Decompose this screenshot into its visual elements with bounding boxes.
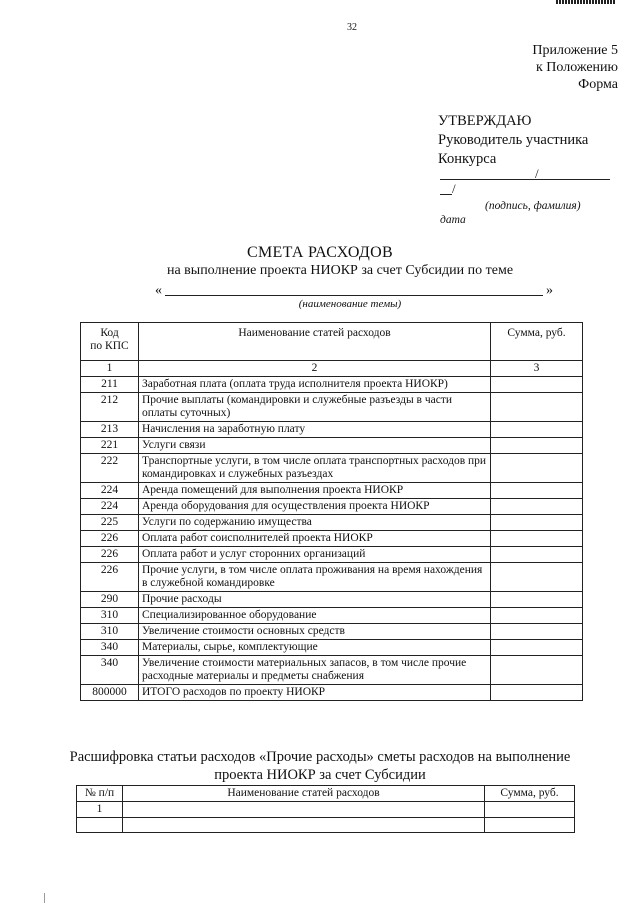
annex-line: Форма (578, 77, 618, 92)
slash: / (452, 181, 456, 196)
row-sum-cell[interactable] (491, 656, 583, 685)
row-name-cell[interactable] (123, 802, 485, 818)
header-sum: Сумма, руб. (485, 786, 575, 802)
table-row (81, 377, 583, 393)
row-name: Прочие выплаты (командировки и служебные разъезды в части оплаты суточных) (139, 393, 491, 422)
table-row (81, 608, 583, 624)
header-code-text: Код по КПС (90, 327, 129, 352)
row-name: ИТОГО расходов по проекту НИОКР (139, 685, 491, 701)
row-sum-cell[interactable] (491, 377, 583, 393)
row-name: Прочие расходы (139, 592, 491, 608)
breakdown-table (76, 785, 575, 833)
row-code: 224 (81, 499, 139, 515)
date-line[interactable] (440, 183, 460, 197)
table-row (81, 515, 583, 531)
header-code (81, 323, 139, 361)
row-code: 226 (81, 531, 139, 547)
approval-block (438, 112, 588, 169)
topic-caption: (наименование темы) (298, 298, 402, 310)
row-name: Увеличение стоимости основных средств (139, 624, 491, 640)
estimate-subtitle: на выполнение проекта НИОКР за счет Субсидии по теме (166, 263, 514, 278)
table-header-row (81, 323, 583, 361)
table-row (81, 640, 583, 656)
row-name: Аренда помещений для выполнения проекта НИОКР (139, 483, 491, 499)
row-code: 800000 (81, 685, 139, 701)
table-row (81, 454, 583, 483)
table-row (81, 531, 583, 547)
scan-artifact (556, 0, 616, 4)
row-sum-cell[interactable] (491, 393, 583, 422)
row-name: Заработная плата (оплата труда исполнителя проекта НИОКР) (139, 377, 491, 393)
row-name: Увеличение стоимости материальных запасов, в том числе прочие расходные материалы и предметы снабжения (139, 656, 491, 685)
table-row (81, 438, 583, 454)
row-code: 310 (81, 624, 139, 640)
approval-role: Руководитель участника (438, 132, 589, 148)
row-sum-cell[interactable] (491, 531, 583, 547)
table-header-row (77, 786, 575, 802)
table-row (81, 393, 583, 422)
table-row (81, 656, 583, 685)
row-sum-cell[interactable] (491, 563, 583, 592)
table-row (81, 499, 583, 515)
table-row (81, 685, 583, 701)
row-sum-cell[interactable] (491, 515, 583, 531)
row-sum-cell[interactable] (491, 547, 583, 563)
estimate-title: СМЕТА РАСХОДОВ (247, 244, 393, 261)
row-name: Оплата работ и услуг сторонних организаций (139, 547, 491, 563)
annex-line: к Положению (535, 60, 618, 75)
row-code: 340 (81, 656, 139, 685)
quote-open: « (155, 283, 162, 298)
row-code: 225 (81, 515, 139, 531)
date-caption: дата (440, 214, 466, 226)
header-sum: Сумма, руб. (491, 323, 583, 361)
breakdown-title-line: проекта НИОКР за счет Субсидии (214, 767, 426, 783)
row-code: 226 (81, 547, 139, 563)
row-code: 226 (81, 563, 139, 592)
breakdown-title-line: Расшифровка статьи расходов «Прочие расходы» сметы расходов на выполнение (69, 749, 571, 765)
row-sum-cell[interactable] (491, 592, 583, 608)
row-code: 310 (81, 608, 139, 624)
page-number: 32 (347, 22, 357, 33)
slash: / (535, 166, 539, 181)
annex-block (532, 42, 618, 93)
row-code: 340 (81, 640, 139, 656)
signature-line[interactable] (440, 168, 610, 182)
column-number: 1 (81, 361, 139, 377)
row-code: 290 (81, 592, 139, 608)
header-name: Наименование статей расходов (139, 323, 491, 361)
table-row (81, 483, 583, 499)
row-name: Материалы, сырье, комплектующие (139, 640, 491, 656)
row-sum-cell[interactable] (491, 685, 583, 701)
row-sum-cell[interactable] (491, 438, 583, 454)
row-code: 211 (81, 377, 139, 393)
row-code: 222 (81, 454, 139, 483)
breakdown-title (0, 748, 640, 784)
row-sum-cell[interactable] (491, 608, 583, 624)
row-name: Услуги связи (139, 438, 491, 454)
table-row (81, 624, 583, 640)
row-name: Транспортные услуги, в том числе оплата транспортных расходов при командировках и служебных разъездах (139, 454, 491, 483)
row-code: 224 (81, 483, 139, 499)
column-number: 3 (491, 361, 583, 377)
row-name: Начисления на заработную плату (139, 422, 491, 438)
column-number-row (81, 361, 583, 377)
expense-table (80, 322, 583, 701)
row-code: 221 (81, 438, 139, 454)
scan-artifact (44, 893, 45, 903)
row-name: Услуги по содержанию имущества (139, 515, 491, 531)
row-sum-cell[interactable] (491, 640, 583, 656)
row-sum-cell[interactable] (485, 802, 575, 818)
row-sum-cell[interactable] (491, 499, 583, 515)
quote-close: » (546, 283, 553, 298)
table-row (81, 592, 583, 608)
row-number (77, 818, 123, 833)
row-name: Прочие услуги, в том числе оплата проживания на время нахождения в служебной командировке (139, 563, 491, 592)
row-sum-cell[interactable] (491, 483, 583, 499)
table-row (81, 563, 583, 592)
row-name: Специализированное оборудование (139, 608, 491, 624)
approval-title: УТВЕРЖДАЮ (438, 113, 532, 129)
header-number: № п/п (77, 786, 123, 802)
row-name: Оплата работ соисполнителей проекта НИОКР (139, 531, 491, 547)
row-sum-cell[interactable] (491, 422, 583, 438)
row-sum-cell[interactable] (491, 624, 583, 640)
row-name-cell[interactable] (123, 818, 485, 833)
header-name: Наименование статей расходов (123, 786, 485, 802)
row-number: 1 (77, 802, 123, 818)
row-code: 213 (81, 422, 139, 438)
row-sum-cell[interactable] (491, 454, 583, 483)
table-row (81, 422, 583, 438)
table-row (77, 802, 575, 818)
row-code: 212 (81, 393, 139, 422)
annex-line: Приложение 5 (532, 43, 618, 58)
signature-caption: (подпись, фамилия) (485, 200, 581, 212)
approval-role: Конкурса (438, 151, 497, 167)
column-number: 2 (139, 361, 491, 377)
row-sum-cell[interactable] (485, 818, 575, 833)
table-row (81, 547, 583, 563)
table-row (77, 818, 575, 833)
row-name: Аренда оборудования для осуществления проекта НИОКР (139, 499, 491, 515)
